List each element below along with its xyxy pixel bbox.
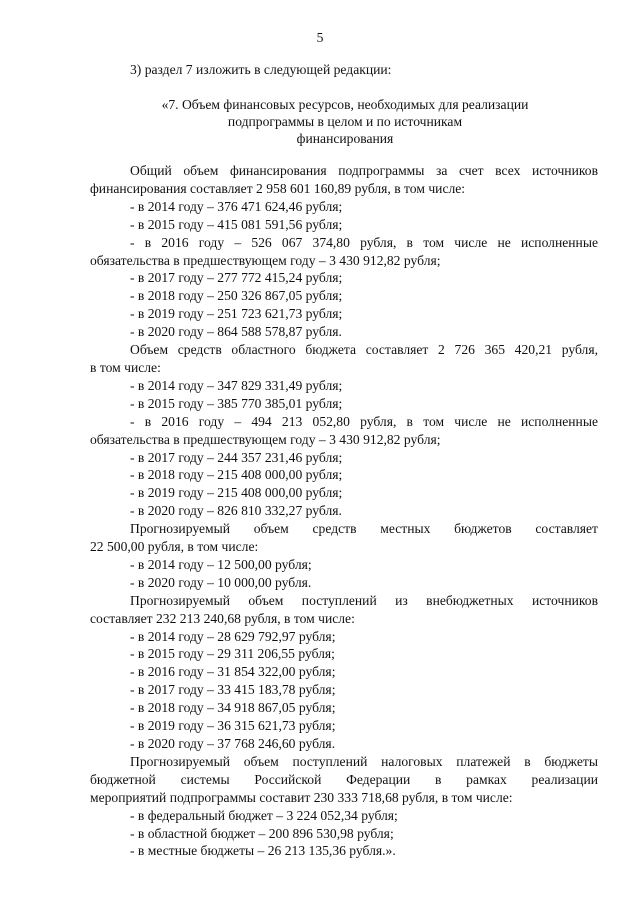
paragraph-line: Объем средств областного бюджета составляет 2 726 365 420,21 рубля,	[130, 342, 598, 358]
heading-line: подпрограммы в целом и по источникам	[227, 114, 463, 129]
paragraph	[90, 753, 598, 860]
document-body	[90, 162, 598, 860]
paragraph-line: Прогнозируемый объем поступлений налоговых платежей в бюджеты	[130, 753, 598, 769]
paragraph	[90, 341, 598, 520]
list-item: - в 2017 году – 244 357 231,46 рубля;	[130, 449, 343, 465]
list-item: - в федеральный бюджет – 3 224 052,34 рубля;	[130, 807, 398, 823]
list-item: - в 2018 году – 215 408 000,00 рубля;	[130, 467, 343, 483]
section-heading	[90, 96, 600, 147]
intro-line: 3) раздел 7 изложить в следующей редакции:	[130, 62, 392, 77]
list-item: обязательства в предшествующем году – 3 430 912,82 рубля;	[90, 431, 441, 447]
list-item: - в областной бюджет – 200 896 530,98 рубля;	[130, 825, 394, 841]
list-item: - в 2014 году – 12 500,00 рубля;	[130, 556, 312, 572]
list-item: - в 2018 году – 34 918 867,05 рубля;	[130, 700, 336, 716]
paragraph	[90, 592, 598, 753]
heading-line: финансирования	[296, 131, 394, 146]
list-item: - в местные бюджеты – 26 213 135,36 рубля.».	[130, 843, 396, 859]
paragraph	[90, 520, 598, 592]
list-item: - в 2014 году – 28 629 792,97 рубля;	[130, 628, 336, 644]
list-item: - в 2016 году – 494 213 052,80 рубля, в том числе не исполненные	[130, 413, 598, 429]
list-item: - в 2018 году – 250 326 867,05 рубля;	[130, 288, 343, 304]
list-item: - в 2019 году – 36 315 621,73 рубля;	[130, 718, 336, 734]
list-item: - в 2019 году – 251 723 621,73 рубля;	[130, 306, 343, 322]
list-item: - в 2017 году – 277 772 415,24 рубля;	[130, 270, 343, 286]
page-number: 5	[316, 30, 324, 45]
list-item: - в 2014 году – 347 829 331,49 рубля;	[130, 377, 343, 393]
paragraph-line: Общий объем финансирования подпрограммы за счет всех источников	[130, 163, 598, 178]
list-item: - в 2020 году – 826 810 332,27 рубля.	[130, 503, 342, 519]
paragraph-line: Прогнозируемый объем поступлений из внебюджетных источников	[130, 592, 598, 608]
paragraph-line: составляет 232 213 240,68 рубля, в том числе:	[90, 610, 355, 626]
list-item: - в 2014 году – 376 471 624,46 рубля;	[130, 198, 343, 214]
paragraph-line: бюджетной системы Российской Федерации в рамках реализации	[90, 771, 598, 787]
list-item: - в 2016 году – 526 067 374,80 рубля, в том числе не исполненные	[130, 234, 598, 250]
paragraph-line: Прогнозируемый объем средств местных бюджетов составляет	[130, 521, 598, 537]
list-item: - в 2020 году – 10 000,00 рубля.	[130, 574, 312, 590]
paragraph-line: мероприятий подпрограммы составит 230 333 718,68 рубля, в том числе:	[90, 789, 513, 805]
list-item: - в 2020 году – 864 588 578,87 рубля.	[130, 324, 342, 340]
list-item: - в 2015 году – 29 311 206,55 рубля;	[130, 646, 335, 662]
paragraph-line: 22 500,00 рубля, в том числе:	[90, 539, 259, 555]
list-item: - в 2019 году – 215 408 000,00 рубля;	[130, 485, 343, 501]
paragraph-line: финансирования составляет 2 958 601 160,89 рубля, в том числе:	[90, 180, 466, 196]
heading-line: «7. Объем финансовых ресурсов, необходимых для реализации	[161, 97, 529, 112]
list-item: - в 2020 году – 37 768 246,60 рубля.	[130, 736, 336, 751]
paragraph	[90, 162, 598, 341]
paragraph-line: в том числе:	[90, 359, 161, 375]
list-item: - в 2015 году – 385 770 385,01 рубля;	[130, 395, 343, 411]
list-item: обязательства в предшествующем году – 3 430 912,82 рубля;	[90, 252, 441, 268]
list-item: - в 2017 году – 33 415 183,78 рубля;	[130, 682, 336, 698]
list-item: - в 2016 году – 31 854 322,00 рубля;	[130, 664, 336, 680]
list-item: - в 2015 году – 415 081 591,56 рубля;	[130, 216, 343, 232]
